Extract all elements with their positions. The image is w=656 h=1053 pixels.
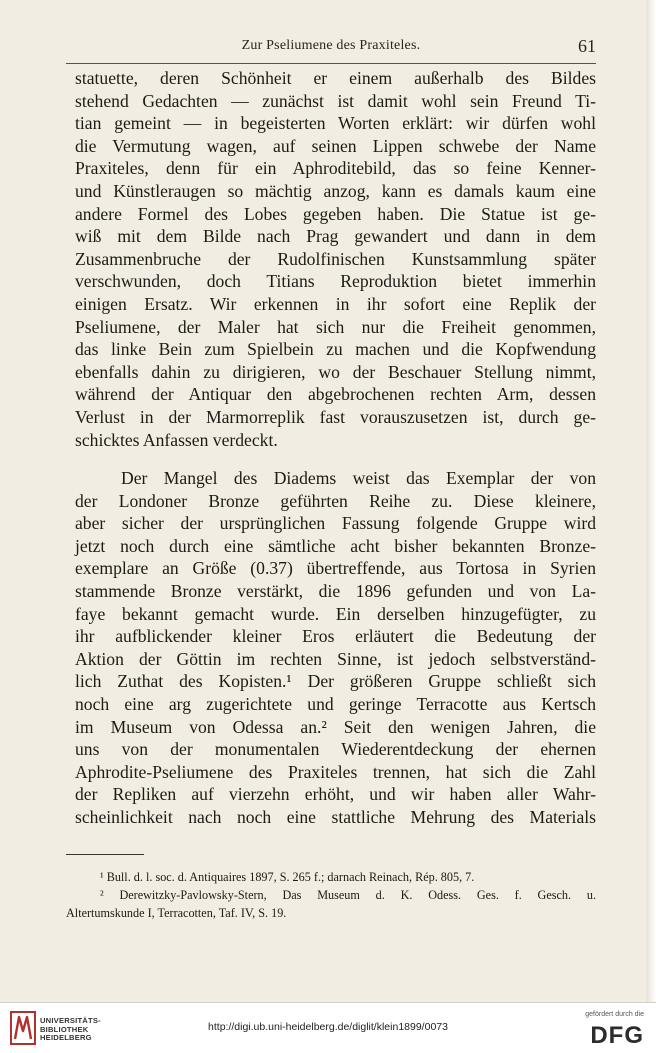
running-title: Zur Pseliumene des Praxiteles. <box>241 38 421 53</box>
header-rule <box>66 63 596 64</box>
paragraph-1 <box>75 67 596 451</box>
text-line: Der Mangel des Diadems weist das Exemplar der von <box>121 468 596 489</box>
footnote-2: ² Derewitzky-Pavlowsky-Stern, Das Museum d. K. Odess. Ges. f. Gesch. u. <box>100 888 596 902</box>
footnote-1: ¹ Bull. d. l. soc. d. Antiquaires 1897, S. 265 f.; darnach Reinach, Rép. 805, 7. <box>100 870 475 884</box>
text-line: die Vermutung wagen, auf seinen Lippen schwebe der Name <box>75 135 596 156</box>
page-number: 61 <box>578 36 596 56</box>
footnote-rule <box>66 854 144 855</box>
text-line: scheinlichkeit nach noch eine stattliche Mehrung des Materials <box>75 807 596 827</box>
text-line: jetzt noch durch eine sämtliche acht bisher bekannten Bronze- <box>75 535 596 556</box>
footnote-2-continuation: Altertumskunde I, Terracotten, Taf. IV, S. 19. <box>66 906 287 920</box>
text-line: noch eine arg zugerichtete und geringe Terracotte aus Kertsch <box>75 694 596 715</box>
dfg-logo: DFG <box>590 1022 644 1049</box>
text-line: exemplare an Größe (0.37) übertreffende, aus Tortosa in Syrien <box>75 558 596 579</box>
text-line: ihr aufblickender kleiner Eros erläutert die Bedeutung der <box>75 626 596 647</box>
footnotes <box>66 868 596 922</box>
text-line: Aktion der Göttin im rechten Sinne, ist jedoch selbstverständ- <box>75 648 596 669</box>
text-line: verschwunden, doch Titians Reproduktion bietet immerhin <box>75 271 596 292</box>
text-line: das linke Bein zum Spielbein zu machen und die Kopfwendung <box>75 339 596 360</box>
page-edge-shadow <box>646 0 656 1002</box>
text-line: stehend Gedachten — zunächst ist damit wohl sein Freund Ti- <box>75 90 596 111</box>
body-text <box>75 67 596 829</box>
text-line: stammende Bronze verstärkt, die 1896 gefunden und von La- <box>75 581 596 602</box>
text-line: der Londoner Bronze geführten Reihe zu. Diese kleinere, <box>75 490 596 511</box>
text-line: andere Formel des Lobes gegeben haben. Die Statue ist ge- <box>75 203 596 224</box>
library-name-line: HEIDELBERG <box>40 1033 92 1043</box>
viewer-footer <box>0 1002 656 1053</box>
paragraph-gap <box>75 451 596 467</box>
text-line: tian gemeint — in begeisterten Worten erklärt: wir dürfen wohl <box>75 113 596 134</box>
text-line: ebenfalls dahin zu dirigieren, wo der Beschauer Stellung nimmt, <box>75 361 596 382</box>
funding-caption: gefördert durch die <box>585 1011 644 1018</box>
text-line: faye bekannt gemacht wurde. Ein derselben hinzugefügter, zu <box>75 603 596 624</box>
text-line: einigen Ersatz. Wir erkennen in ihr sofort eine Replik der <box>75 293 596 314</box>
text-line: im Museum von Odessa an.² Seit den wenigen Jahren, die <box>75 716 596 737</box>
text-line: der Repliken auf vierzehn erhöht, und wir haben aller Wahr- <box>75 784 596 805</box>
text-line: und Künstleraugen so mächtig anzog, kann es damals kaum eine <box>75 180 596 201</box>
text-line: Verlust in der Marmorreplik fast vorauszusetzen ist, durch ge- <box>75 406 596 427</box>
library-name-line: UNIVERSITÄTS- <box>40 1016 101 1025</box>
text-line: während der Antiquar den abgebrochenen rechten Arm, dessen <box>75 384 596 405</box>
text-line: lich Zuthat des Kopisten.¹ Der größeren Gruppe schließt sich <box>75 671 596 692</box>
text-line: uns von der monumentalen Wiederentdeckung der ehernen <box>75 739 596 760</box>
text-line: Zusammenbruche der Rudolfinischen Kunstsammlung später <box>75 248 596 269</box>
text-line: Aphrodite-Pseliumene des Praxiteles trennen, hat sich die Zahl <box>75 761 596 782</box>
permalink[interactable]: http://digi.ub.uni-heidelberg.de/diglit/klein1899/0073 <box>208 1021 448 1033</box>
text-line: Praxiteles, denn für ein Aphroditebild, das so feine Kenner- <box>75 158 596 179</box>
library-name-line: BIBLIOTHEK <box>40 1024 89 1034</box>
text-line: aber sicher der ursprünglichen Fassung folgende Gruppe wird <box>75 513 596 534</box>
text-line: statuette, deren Schönheit er einem außerhalb des Bildes <box>75 68 596 88</box>
running-head <box>66 36 596 60</box>
paragraph-2 <box>75 467 596 829</box>
text-line: wiß mit dem Bilde nach Prag gewandert und dann in dem <box>75 226 596 247</box>
text-line: Pseliumene, der Maler hat sich nur die Freiheit genommen, <box>75 316 596 337</box>
text-line: schicktes Anfassen verdeckt. <box>75 429 278 450</box>
dfg-funding-block <box>564 1011 644 1051</box>
